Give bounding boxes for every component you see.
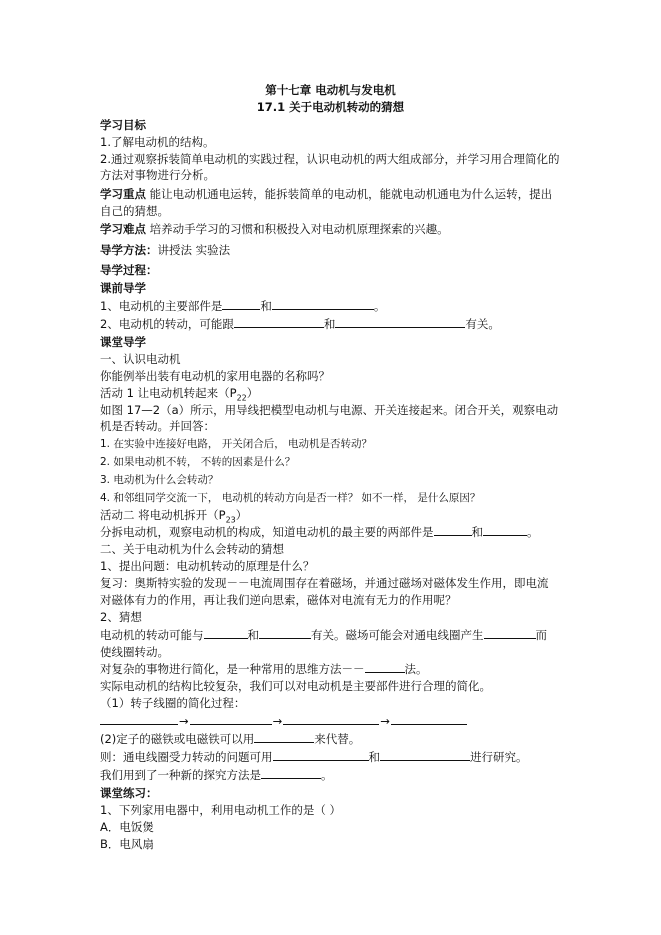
arrow-icon: → — [272, 714, 283, 728]
answer-blank[interactable] — [484, 627, 536, 639]
activity1: 活动 1 让电动机转起来$(P_{22})$ — [100, 386, 259, 403]
activity1-question-4: 4. 和邻组同学交流一下， 电动机的转动方向是否一样？ 如不一样， 是什么原因？ — [100, 492, 481, 504]
chapter-title: 第十七章 电动机与发电机 — [265, 83, 396, 97]
pre-class-q2: 2、电动机的转动，可能跟 和 有关。 — [100, 317, 500, 331]
answer-blank[interactable] — [261, 767, 321, 779]
coil-simplification-chain — [100, 713, 467, 729]
answer-blank[interactable] — [380, 749, 470, 761]
activity2: 活动二 将电动机拆开$(P_{23})$ — [100, 508, 248, 525]
answer-blank[interactable] — [335, 316, 465, 328]
activity1-question-1: 1. 在实验中连接好电路， 开关闭合后， 电动机是否转动？ — [100, 438, 373, 450]
figure-instruction-line2: 机是否转动。并回答： — [100, 419, 215, 433]
research-line: 则：通电线圈受力转动的问题可用 和 进行研究。 — [100, 750, 528, 764]
guess-line1: 电动机的转动可能与 和 有关。磁场可能会对通电线圈产生 而 — [100, 628, 547, 642]
pre-class-heading: 课前导学 — [100, 281, 146, 295]
answer-blank[interactable] — [259, 627, 311, 639]
method-used-line: 我们用到了一种新的探究方法是 。 — [100, 768, 333, 782]
part2-heading: 二、关于电动机为什么会转动的猜想 — [100, 542, 284, 556]
figure-instruction-line1: 如图 17—2（a）所示，用导线把模型电动机与电源、开关连接起来。闭合开关，观察电动 — [100, 403, 559, 417]
practice-option-b[interactable]: B．电风扇 — [100, 837, 154, 851]
objective-1: 1.了解电动机的结构。 — [100, 135, 215, 149]
answer-blank[interactable] — [365, 661, 405, 673]
part1-question: 你能例举出装有电动机的家用电器的名称吗？ — [100, 369, 330, 383]
actual-structure-line: 实际电动机的结构比较复杂，我们可以对电动机是主要部件进行合理的简化。 — [100, 679, 491, 693]
method-line — [100, 242, 230, 258]
objective-2-line1: 2.通过观察拆装简单电动机的实践过程，认识电动机的两大组成部分，并学习用合理简化的 — [100, 152, 560, 166]
practice-heading: 课堂练习： — [100, 786, 158, 800]
practice-question-1: 1、下列家用电器中，利用电动机工作的是（ ） — [100, 803, 341, 817]
guess-line2: 使线圈转动。 — [100, 645, 169, 659]
key-point-line1 — [100, 186, 552, 202]
practice-option-a[interactable]: A．电饭煲 — [100, 820, 154, 834]
key-point-line2: 自己的猜想。 — [100, 204, 169, 218]
answer-blank[interactable] — [190, 713, 272, 725]
answer-blank[interactable] — [222, 298, 260, 310]
answer-blank[interactable] — [283, 713, 379, 725]
stator-line: (2)定子的磁铁或电磁铁可以用 来代替。 — [100, 732, 361, 746]
objectives-heading: 学习目标 — [100, 118, 146, 132]
answer-blank[interactable] — [100, 713, 178, 725]
answer-blank[interactable] — [254, 731, 314, 743]
in-class-heading: 课堂导学 — [100, 335, 146, 349]
answer-blank[interactable] — [272, 298, 374, 310]
part1-heading: 一、认识电动机 — [100, 352, 181, 366]
answer-blank[interactable] — [391, 713, 467, 725]
arrow-icon: → — [380, 714, 390, 728]
arrow-icon: → — [179, 714, 189, 728]
activity1-question-2: 2. 如果电动机不转， 不转的因素是什么？ — [100, 456, 296, 468]
objective-2-line2: 方法对事物进行分析。 — [100, 168, 215, 182]
part2-question: 1、提出问题：电动机转动的原理是什么？ — [100, 559, 315, 573]
method-text: 讲授法 实验法 — [157, 243, 231, 257]
review-line1: 复习：奥斯特实验的发现－－电流周围存在着磁场，并通过磁场对磁体发生作用，即电流 — [100, 576, 549, 590]
answer-blank[interactable] — [483, 524, 527, 536]
answer-blank[interactable] — [234, 316, 324, 328]
pre-class-q1: 1、电动机的主要部件是 和 。 — [100, 299, 386, 313]
answer-blank[interactable] — [273, 749, 369, 761]
simplify-line: 对复杂的事物进行简化，是一种常用的思维方法－－ 法。 — [100, 662, 428, 676]
difficulty-label: 学习难点 — [100, 222, 146, 236]
activity1-question-3: 3. 电动机为什么会转动？ — [100, 474, 219, 486]
difficulty-line — [100, 221, 449, 237]
answer-blank[interactable] — [434, 524, 472, 536]
disassemble-line: 分拆电动机，观察电动机的构成，知道电动机的最主要的两部件是 和 。 — [100, 525, 539, 539]
key-point-text: 能让电动机通电运转，能拆装简单的电动机，能就电动机通电为什么运转，提出 — [149, 187, 553, 201]
method-label: 导学方法： — [100, 243, 158, 257]
difficulty-text: 培养动手学习的习惯和积极投入对电动机原理探索的兴趣。 — [149, 222, 449, 236]
review-line2: 对磁体有力的作用，再让我们逆向思索，磁体对电流有无力的作用呢？ — [100, 593, 457, 607]
section-title: 17.1 关于电动机转动的猜想 — [256, 100, 405, 114]
coil-simplification-label: （1）转子线圈的简化过程： — [100, 696, 246, 710]
guess-heading: 2、猜想 — [100, 610, 142, 624]
process-heading: 导学过程： — [100, 263, 158, 277]
answer-blank[interactable] — [204, 627, 248, 639]
key-point-label: 学习重点 — [100, 187, 146, 201]
